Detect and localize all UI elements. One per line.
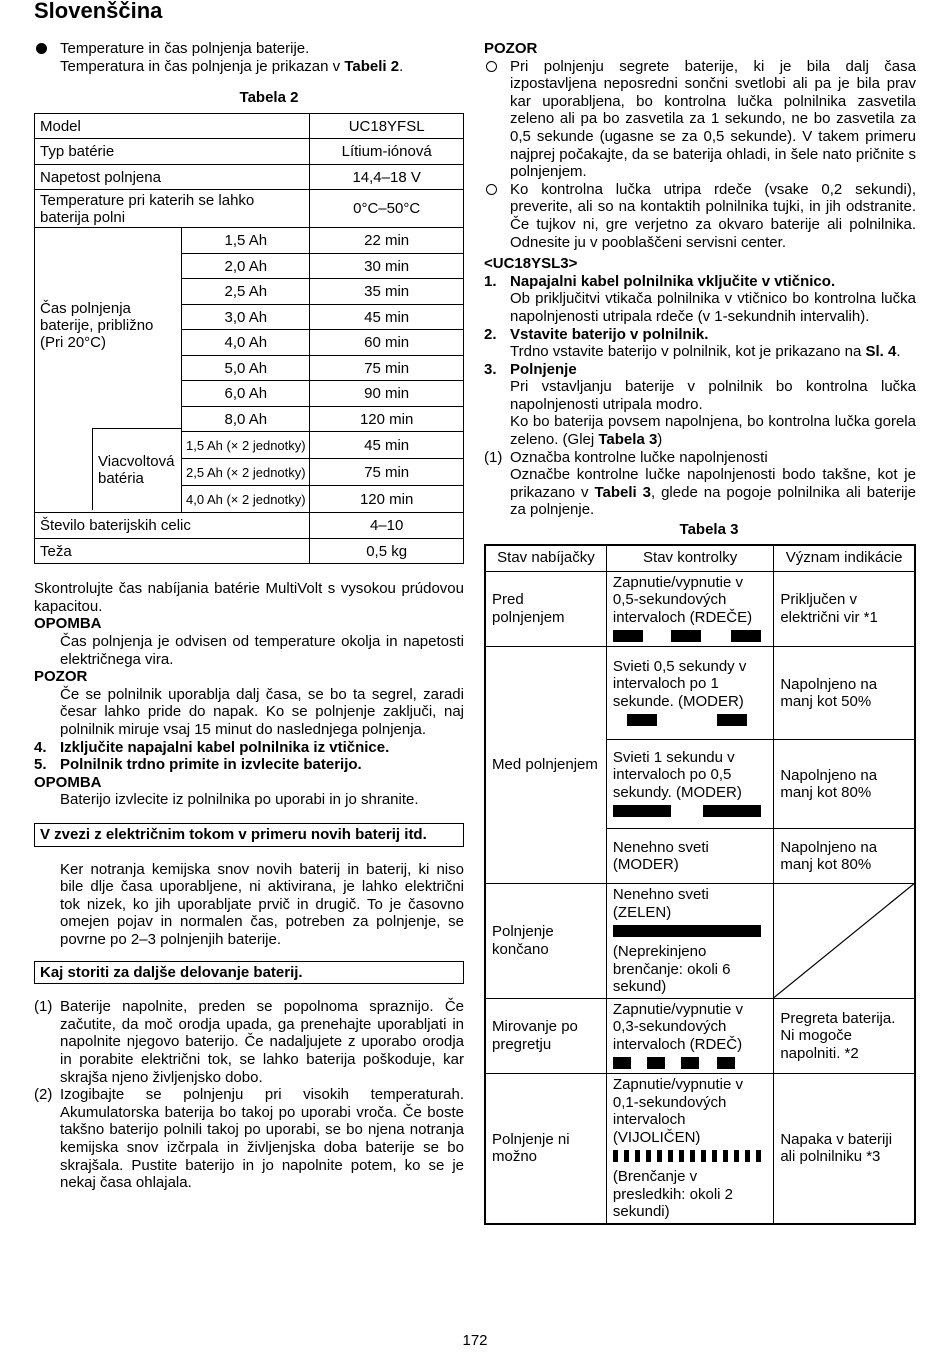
step-1-text: Ob priključitvi vtikača polnilnika v vtičnico bo kontrolna lučka napolnjenosti utripala rdeče (v 1-sekundnih intervalih).: [510, 290, 916, 325]
page-number: 172: [462, 1332, 488, 1349]
caution-text: Če se polnilnik uporablja dalj časa, se bo ta segrel, zaradi česar lahko pride do napak. Ko se polnjenje zaključi, naj polnilnik miruje vsaj 15 minut do naslednjega polnjenja.: [60, 685, 464, 739]
table2-caption: Tabela 2: [239, 89, 299, 107]
time-cell: 30 min: [310, 253, 464, 279]
step-2-text: Trdno vstavite baterijo v polnilnik, kot je prikazano na Sl. 4.: [510, 343, 901, 361]
charging-table: [34, 113, 464, 565]
capacity-cell: 3,0 Ah: [182, 304, 310, 330]
caution-heading: POZOR: [34, 668, 88, 686]
right-column: [484, 40, 916, 1225]
time-cell: 22 min: [310, 228, 464, 254]
meaning-cell: Priključen v električni vir *1: [774, 571, 915, 647]
step-1-heading: 1. Napajalni kabel polnilnika vključite v vtičnico.: [484, 272, 836, 290]
type-value: Lítium-iónová: [310, 139, 464, 165]
lamp-state-cell: Svieti 1 sekundu v intervaloch po 0,5 sekundy. (MODER): [606, 740, 773, 829]
time-cell: 90 min: [310, 381, 464, 407]
blink-pattern-purple-0-1s: [613, 1150, 767, 1164]
blink-pattern-blue-1s: [613, 805, 767, 819]
meaning-cell: Napolnjeno na manj kot 80%: [774, 829, 915, 884]
new-batteries-text: Ker notranja kemijska snov novih baterij in baterij, ki niso bile dlje časa uporabljene, ni aktivirana, je lahko električni tok nizek, ko jih uporabljate prvič in drugič. To je časovno omejen pojav in normalen čas, potreben za polnjenje, se povrne po 2–3 polnjenjih baterije.: [60, 860, 464, 948]
multivolt-time-cell: 120 min: [310, 486, 464, 513]
capacity-cell: 6,0 Ah: [182, 381, 310, 407]
page-title: Slovenščina: [34, 0, 163, 23]
group-charging-impossible: Polnjenje ni možno: [485, 1074, 606, 1224]
lamp-state-cell: Svieti 0,5 sekundy v intervaloch po 1 sekunde. (MODER): [606, 647, 773, 740]
circle-bullet-icon: [486, 61, 497, 72]
meaning-cell-empty: [774, 884, 915, 999]
voltage-value: 14,4–18 V: [310, 164, 464, 190]
multivolt-capacity-cell: 1,5 Ah (× 2 jednotky): [182, 432, 310, 459]
temp-value: 0°C–50°C: [310, 190, 464, 228]
section-box-new-batteries: V zvezi z električnim tokom v primeru novih baterij itd.: [34, 823, 464, 847]
type-label: Typ batérie: [35, 139, 310, 165]
step-2-heading: 2. Vstavite baterijo v polnilnik.: [484, 325, 709, 343]
time-cell: 35 min: [310, 279, 464, 305]
table3-caption: Tabela 3: [679, 521, 739, 539]
lamp-state-cell: Zapnutie/vypnutie v 0,5-sekundových intervaloch (RDEČE): [606, 571, 773, 647]
diagonal-line-icon: [774, 884, 914, 998]
step-5: 5. Polnilnik trdno primite in izvlecite baterijo.: [34, 756, 362, 774]
list-item: (2) Izogibajte se polnjenju pri visokih temperaturah. Akumulatorska baterija bo takoj po uporabi vroča. Če boste takšno baterijo polnili takoj po uporabi, se bo njena notranja kemijska snov izčrpala in življenjska doba baterije se bo skrajšala. Pustite baterijo in jo napolnite potem, ko se je nekaj časa ohlajala.: [34, 1086, 464, 1192]
meaning-cell: Napolnjeno na manj kot 50%: [774, 647, 915, 740]
capacity-cell: 1,5 Ah: [182, 228, 310, 254]
capacity-cell: 2,5 Ah: [182, 279, 310, 305]
model-heading: <UC18YSL3>: [484, 255, 578, 273]
section-box-battery-life: Kaj storiti za daljše delovanje baterij.: [34, 961, 464, 985]
solid-pattern-green: [613, 925, 767, 939]
multivolt-label: Viacvoltová batéria: [98, 453, 175, 488]
item-1-heading: (1) Označba kontrolne lučke napolnjenosti: [484, 448, 768, 466]
indicator-table: [484, 544, 916, 1225]
group-during-charging: Med polnjenjem: [485, 647, 606, 884]
capacity-cell: 2,0 Ah: [182, 253, 310, 279]
blink-pattern-blue-0-5s: [613, 714, 767, 728]
header-charger-state: Stav nabíjačky: [485, 545, 606, 572]
cells-label: Število baterijskih celic: [35, 513, 310, 539]
caution-bullet: Pri polnjenju segrete baterije, ki je bila dalj časa izpostavljena neposredni sončni svetlobi ali pa je bila prav kar uporabljena, bo kontrolna lučka polnilnika zasvetila zeleno ali pa bo zasvetila za 1 sekundo, ne bo zasvetila za 0,5 sekunde (ugasne se za 0,5 sekunde). V takem primeru najprej počakajte, da se baterija ohladi, in šele nato pričnite s polnjenjem.: [484, 58, 916, 181]
lamp-state-cell: Nenehno sveti (MODER): [606, 829, 773, 884]
blink-pattern-red-0-5s: [613, 630, 767, 644]
weight-label: Teža: [35, 538, 310, 564]
note-text: Baterijo izvlecite iz polnilnika po uporabi in jo shranite.: [60, 791, 419, 809]
capacity-cell: 5,0 Ah: [182, 355, 310, 381]
time-cell: 60 min: [310, 330, 464, 356]
bullet-item: [34, 40, 464, 75]
multivolt-note: Skontrolujte čas nabíjania batérie MultiVolt s vysokou prúdovou kapacitou.: [34, 580, 464, 615]
caution-bullet: Ko kontrolna lučka utripa rdeče (vsake 0,2 sekundi), preverite, ali so na kontaktih polnilnika tujki, in jih odstranite. Če tujkov ni, gre verjetno za okvaro baterije ali polnilnika. Odnesite ju v pooblaščeni servisni center.: [484, 181, 916, 251]
voltage-label: Napetost polnjena: [35, 164, 310, 190]
step-3-text: Pri vstavljanju baterije v polnilnik bo kontrolna lučka napolnjenosti utripala modro.: [510, 378, 916, 413]
lamp-state-cell: Nenehno sveti (ZELEN) (Neprekinjeno brenčanje: okoli 6 sekund): [606, 884, 773, 999]
model-value: UC18YFSL: [310, 113, 464, 139]
group-overheat-standby: Mirovanje po pregretju: [485, 998, 606, 1074]
note-heading: OPOMBA: [34, 773, 102, 791]
list-item: (1) Baterije napolnite, preden se popolnoma spraznijo. Če začutite, da moč orodja upada, ga prenehajte uporabljati in napolnite njegovo baterijo. Če nadaljujete z uporabo orodja in porabite električni tok, se lahko baterija poškoduje, kar skrajša njeno življenjsko dobo.: [34, 998, 464, 1086]
weight-value: 0,5 kg: [310, 538, 464, 564]
lamp-state-cell: Zapnutie/vypnutie v 0,1-sekundových intervaloch (VIJOLIČEN) (Brenčanje v presledkih: okoli 2 sekundi): [606, 1074, 773, 1224]
temp-label: Temperature pri katerih se lahko baterija polni: [35, 190, 310, 228]
left-column: [34, 40, 464, 1192]
bullet-text-2: Temperatura in čas polnjenja je prikazan v Tabeli 2.: [60, 57, 404, 75]
bullet-dot-icon: [36, 43, 47, 54]
blink-pattern-red-0-3s: [613, 1057, 767, 1071]
circle-bullet-icon: [486, 184, 497, 195]
multivolt-time-cell: 75 min: [310, 459, 464, 486]
step-4: 4. Izključite napajalni kabel polnilnika iz vtičnice.: [34, 738, 390, 756]
group-before-charging: Pred polnjenjem: [485, 571, 606, 647]
time-cell: 45 min: [310, 304, 464, 330]
time-cell: 120 min: [310, 406, 464, 432]
step-3-text-2: Ko bo baterija povsem napolnjena, bo kontrolna lučka gorela zeleno. (Glej Tabela 3): [510, 413, 916, 449]
bullet-text-1: Temperature in čas polnjenja baterije.: [60, 40, 310, 57]
time-cell: 75 min: [310, 355, 464, 381]
meaning-cell: Pregreta baterija. Ni mogoče napolniti. *2: [774, 998, 915, 1074]
meaning-cell: Napolnjeno na manj kot 80%: [774, 740, 915, 829]
time-label-cell: [35, 228, 182, 513]
step-3-heading: 3. Polnjenje: [484, 360, 577, 378]
note-heading: OPOMBA: [34, 615, 102, 633]
capacity-cell: 8,0 Ah: [182, 406, 310, 432]
time-label: Čas polnjenja baterije, približno (Pri 20°C): [40, 300, 154, 352]
caution-heading: POZOR: [484, 40, 538, 57]
item-1-text: Označbe kontrolne lučke napolnjenosti bodo takšne, kot je prikazano v Tabeli 3, glede na pogoje polnilnika ali baterije za polnjenje.: [510, 466, 916, 519]
header-meaning: Význam indikácie: [774, 545, 915, 572]
note-text: Čas polnjenja je odvisen od temperature okolja in napetosti električnega vira.: [60, 633, 464, 668]
multivolt-time-cell: 45 min: [310, 432, 464, 459]
group-charging-complete: Polnjenje končano: [485, 884, 606, 999]
meaning-cell: Napaka v bateriji ali polnilniku *3: [774, 1074, 915, 1224]
lamp-state-cell: Zapnutie/vypnutie v 0,3-sekundových intervaloch (RDEČ): [606, 998, 773, 1074]
capacity-cell: 4,0 Ah: [182, 330, 310, 356]
header-lamp-state: Stav kontrolky: [606, 545, 773, 572]
cells-value: 4–10: [310, 513, 464, 539]
model-label: Model: [35, 113, 310, 139]
multivolt-capacity-cell: 2,5 Ah (× 2 jednotky): [182, 459, 310, 486]
multivolt-capacity-cell: 4,0 Ah (× 2 jednotky): [182, 486, 310, 513]
